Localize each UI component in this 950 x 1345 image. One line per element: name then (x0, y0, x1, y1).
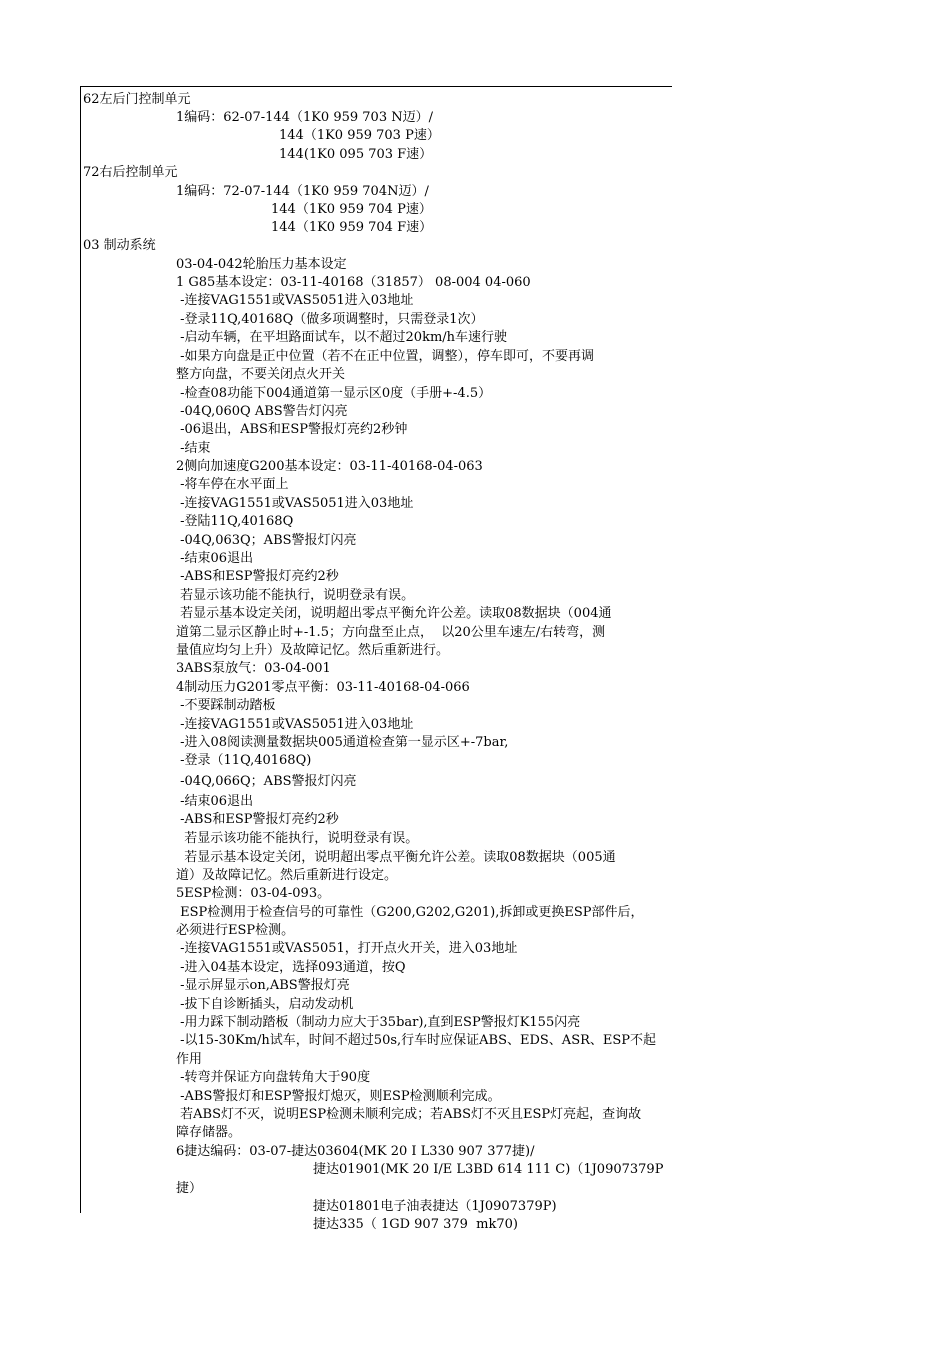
text-line: 若显示基本设定关闭，说明超出零点平衡允许公差。读取08数据块（004通 (176, 606, 612, 621)
text-line: -连接VAG1551或VAS5051，打开点火开关，进入03地址 (176, 941, 518, 956)
text-line: 3ABS泵放气：03-04-001 (176, 661, 331, 676)
text-line: 捷达335（ 1GD 907 379 mk70) (313, 1217, 518, 1232)
section-heading-right-rear: 72右后控制单元 (83, 165, 178, 180)
text-line: -结束06退出 (176, 794, 254, 809)
text-line: 2侧向加速度G200基本设定：03-11-40168-04-063 (176, 459, 483, 474)
left-border-line (80, 86, 81, 1213)
text-line: -04Q,066Q；ABS警报灯闪亮 (176, 774, 357, 789)
text-line: -拔下自诊断插头，启动发动机 (176, 997, 354, 1012)
text-line: -不要踩制动踏板 (176, 698, 276, 713)
text-line: 必须进行ESP检测。 (176, 923, 295, 938)
text-line: -ABS警报灯和ESP警报灯熄灭，则ESP检测顺利完成。 (176, 1089, 501, 1104)
text-line: -如果方向盘是正中位置（若不在正中位置，调整），停车即可，不要再调 (176, 349, 595, 364)
text-line: 障存储器。 (176, 1125, 242, 1140)
text-line: -用力踩下制动踏板（制动力应大于35bar),直到ESP警报灯K155闪亮 (176, 1015, 581, 1030)
text-line: 道）及故障记忆。然后重新进行设定。 (176, 868, 398, 883)
text-line: -04Q,060Q ABS警告灯闪亮 (176, 404, 348, 419)
text-line: -进入08阅读测量数据块005通道检查第一显示区+-7bar, (176, 735, 509, 750)
text-line: 捷达01801电子油表捷达（1J0907379P) (313, 1199, 557, 1214)
text-line: 1 G85基本设定：03-11-40168（31857） 08-004 04-060 (176, 275, 531, 290)
text-line: -显示屏显示on,ABS警报灯亮 (176, 978, 350, 993)
text-line: 144（1K0 959 704 F速） (271, 220, 433, 235)
text-line: 若显示基本设定关闭，说明超出零点平衡允许公差。读取08数据块（005通 (176, 850, 616, 865)
text-line: 6捷达编码：03-07-捷达03604(MK 20 I L330 907 377捷)/ (176, 1144, 535, 1159)
section-heading-brake-system: 03 制动系统 (83, 238, 156, 253)
text-line: 若ABS灯不灭，说明ESP检测未顺利完成；若ABS灯不灭且ESP灯亮起，查询故 (176, 1107, 642, 1122)
text-line: 03-04-042轮胎压力基本设定 (176, 257, 347, 272)
text-line: 1编码：72-07-144（1K0 959 704N迈）/ (176, 184, 429, 199)
text-line: -04Q,063Q；ABS警报灯闪亮 (176, 533, 357, 548)
text-line: -将车停在水平面上 (176, 477, 289, 492)
text-line: -登录11Q,40168Q（做多项调整时，只需登录1次） (176, 312, 484, 327)
text-line: 144（1K0 959 704 P速） (271, 202, 432, 217)
text-line: 144（1K0 959 703 P速） (279, 128, 440, 143)
section-heading-left-rear-door: 62左后门控制单元 (83, 92, 191, 107)
text-line: -结束 (176, 441, 211, 456)
text-line: 捷达01901(MK 20 I/E L3BD 614 111 C)（1J0907379P (313, 1162, 664, 1177)
text-line: -以15-30Km/h试车，时间不超过50s,行车时应保证ABS、EDS、ASR、ESP不起 (176, 1033, 657, 1048)
text-line: -登录（11Q,40168Q) (176, 753, 312, 768)
text-line: -ABS和ESP警报灯亮约2秒 (176, 812, 339, 827)
text-line: 作用 (176, 1052, 203, 1067)
text-line: ESP检测用于检查信号的可靠性（G200,G202,G201),拆卸或更换ESP部件后， (176, 905, 644, 920)
text-line: 量值应均匀上升）及故障记忆。然后重新进行。 (176, 643, 450, 658)
text-line: 整方向盘，不要关闭点火开关 (176, 367, 346, 382)
text-line: 1编码：62-07-144（1K0 959 703 N迈）/ (176, 110, 433, 125)
text-line: 道第二显示区静止时+-1.5；方向盘至止点， 以20公里车速左/右转弯，测 (176, 625, 606, 640)
text-line: -06退出，ABS和ESP警报灯亮约2秒钟 (176, 422, 408, 437)
text-line: 若显示该功能不能执行，说明登录有误。 (176, 831, 419, 846)
text-line: 144(1K0 095 703 F速） (279, 147, 433, 162)
text-line: -进入04基本设定，选择093通道，按Q (176, 960, 406, 975)
text-line: 4制动压力G201零点平衡：03-11-40168-04-066 (176, 680, 470, 695)
text-line: -连接VAG1551或VAS5051进入03地址 (176, 496, 414, 511)
top-border-line (80, 86, 672, 87)
text-line: -启动车辆，在平坦路面试车，以不超过20km/h车速行驶 (176, 330, 508, 345)
text-line: 若显示该功能不能执行，说明登录有误。 (176, 588, 415, 603)
text-line: -登陆11Q,40168Q (176, 514, 294, 529)
text-line: -ABS和ESP警报灯亮约2秒 (176, 569, 339, 584)
text-line: -连接VAG1551或VAS5051进入03地址 (176, 717, 414, 732)
text-line: -转弯并保证方向盘转角大于90度 (176, 1070, 371, 1085)
text-line: 捷） (176, 1181, 203, 1196)
text-line: -连接VAG1551或VAS5051进入03地址 (176, 293, 414, 308)
text-line: -检查08功能下004通道第一显示区0度（手册+-4.5） (176, 386, 492, 401)
text-line: 5ESP检测：03-04-093。 (176, 886, 331, 901)
text-line: -结束06退出 (176, 551, 254, 566)
